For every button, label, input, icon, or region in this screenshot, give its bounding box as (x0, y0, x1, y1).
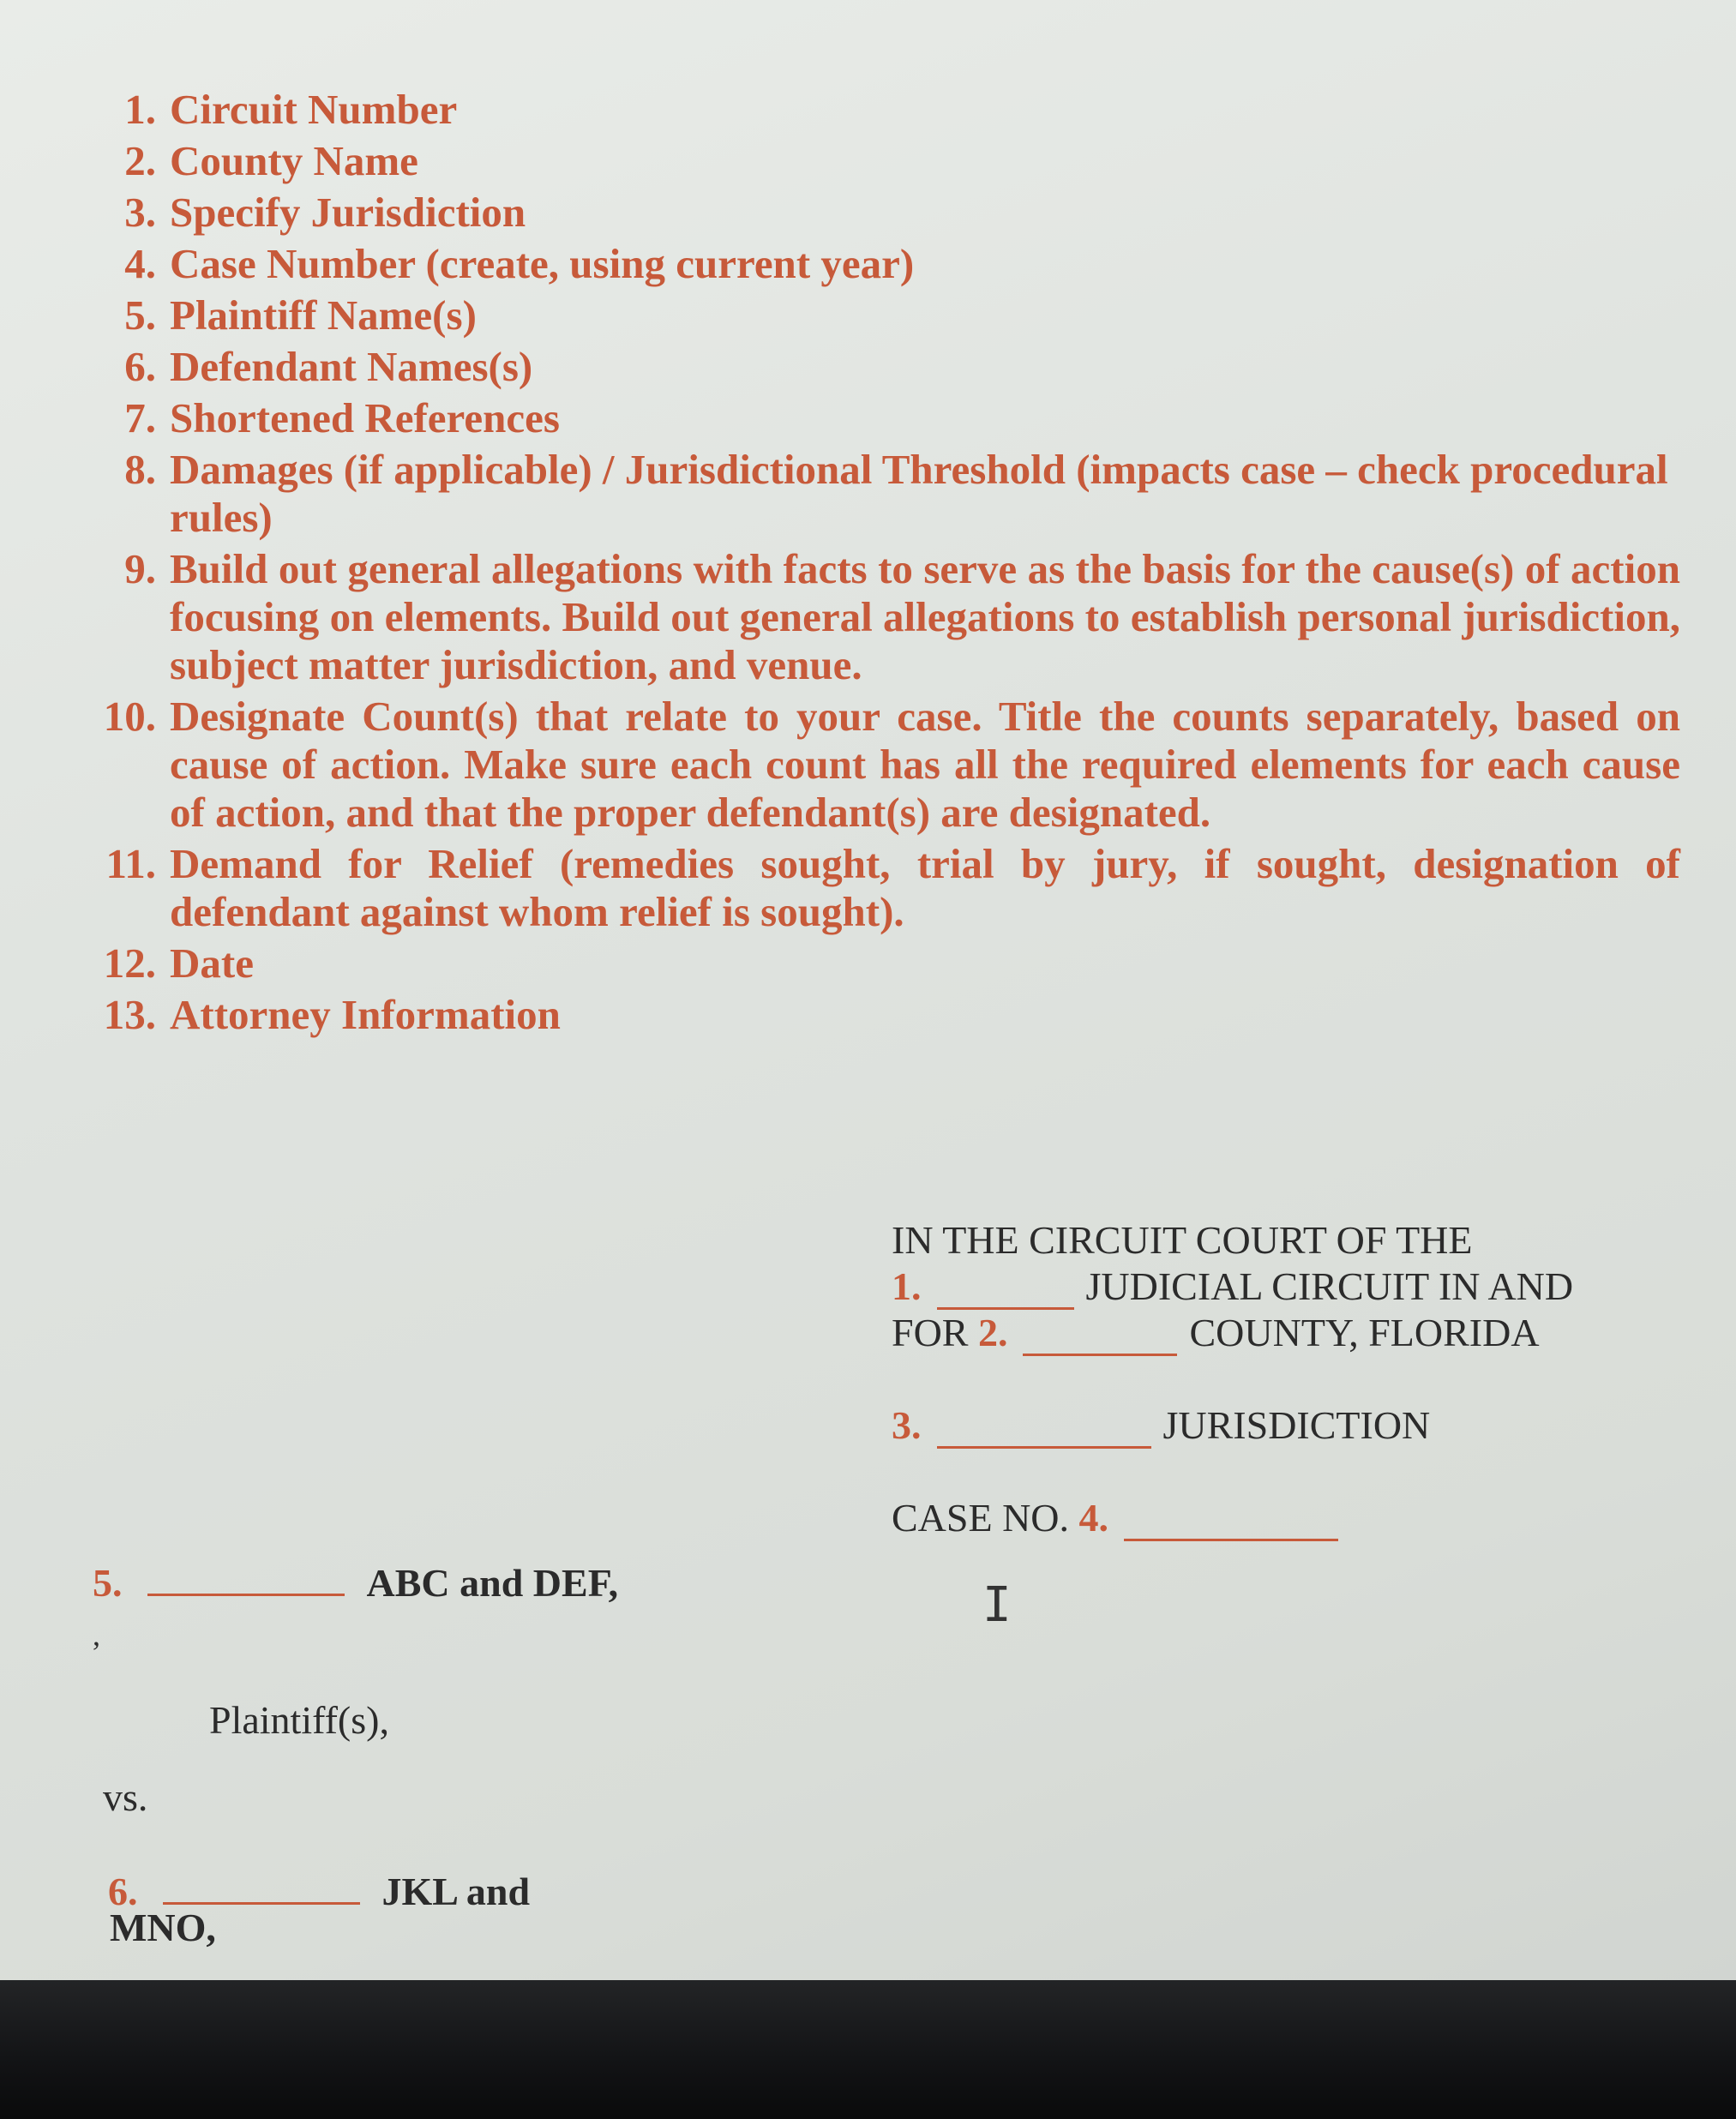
defendant-names-part2: MNO, (110, 1906, 216, 1949)
monitor-bezel (0, 1980, 1736, 2119)
item-text: Demand for Relief (remedies sought, trial by jury, if sought, designation of defendant against whom relief is sought). (170, 840, 1680, 935)
caption-spacer (892, 1449, 1612, 1495)
defendant-names-part1: JKL and (381, 1870, 531, 1913)
item-text: Damages (if applicable) / Jurisdictional Threshold (impacts case – check procedural rules) (170, 446, 1668, 541)
item-text: Plaintiff Name(s) (170, 291, 477, 339)
item-text: Specify Jurisdiction (170, 189, 526, 236)
case-number-blank[interactable] (1124, 1513, 1338, 1541)
plaintiff-name-blank[interactable] (147, 1568, 345, 1596)
caption-line-case (892, 1495, 1612, 1541)
circuit-number-marker: 1. (892, 1264, 922, 1308)
circuit-text: JUDICIAL CIRCUIT IN AND (1085, 1264, 1574, 1308)
county-number-marker: 2. (977, 1311, 1008, 1354)
item-number: 11. (105, 840, 156, 887)
item-number: 3. (124, 189, 156, 236)
item-number: 4. (124, 240, 156, 287)
item-text: Shortened References (170, 394, 560, 441)
checklist-item (86, 137, 1680, 185)
checklist-item (86, 291, 1680, 339)
for-label: FOR (892, 1311, 969, 1354)
caption-line-jurisdiction (892, 1402, 1612, 1449)
item-number: 6. (124, 343, 156, 390)
defendant-number-marker: 6. (108, 1870, 138, 1913)
plaintiff-line (93, 1560, 618, 1606)
item-text: Circuit Number (170, 86, 458, 133)
checklist-item (86, 991, 1680, 1039)
item-number: 13. (103, 991, 156, 1038)
item-number: 9. (124, 545, 156, 592)
case-no-label: CASE NO. (892, 1496, 1070, 1540)
checklist (86, 86, 1680, 1042)
circuit-number-blank[interactable] (937, 1282, 1074, 1310)
caption-line-county (892, 1310, 1612, 1356)
checklist-item (86, 446, 1680, 542)
caption-court-title: IN THE CIRCUIT COURT OF THE (892, 1218, 1473, 1262)
item-text: Designate Count(s) that relate to your case. Title the counts separately, based on cause of action. Make sure each count has all the required elements for each cause of action, and that the proper defendant(s) are designated. (170, 693, 1680, 836)
item-text: Attorney Information (170, 991, 561, 1038)
item-number: 12. (103, 939, 156, 987)
caption-spacer (892, 1356, 1612, 1402)
item-number: 7. (124, 394, 156, 441)
jurisdiction-text: JURISDICTION (1162, 1403, 1431, 1447)
item-text: County Name (170, 137, 418, 184)
plaintiff-number-marker: 5. (93, 1561, 123, 1605)
checklist-item (86, 189, 1680, 237)
plaintiff-comma: , (93, 1618, 100, 1652)
item-number: 8. (124, 446, 156, 493)
checklist-item (86, 86, 1680, 134)
checklist-item (86, 394, 1680, 442)
jurisdiction-number-marker: 3. (892, 1403, 922, 1447)
item-number: 1. (124, 86, 156, 133)
item-text: Build out general allegations with facts to serve as the basis for the cause(s) of action focusing on elements. Build out general allegations to establish personal jurisdiction, subject matter jurisdiction, and venue. (170, 545, 1680, 688)
item-text: Defendant Names(s) (170, 343, 533, 390)
caption-line-court (892, 1217, 1612, 1264)
text-cursor-icon: I (982, 1577, 1012, 1633)
checklist-item (86, 939, 1680, 987)
plaintiff-names: ABC and DEF, (366, 1561, 619, 1605)
versus-label: vs. (103, 1775, 148, 1819)
caption-line-circuit (892, 1264, 1612, 1310)
county-text: COUNTY, FLORIDA (1189, 1311, 1540, 1354)
checklist-item (86, 840, 1680, 936)
item-number: 10. (103, 693, 156, 740)
item-text: Date (170, 939, 254, 987)
county-name-blank[interactable] (1023, 1328, 1177, 1356)
checklist-item (86, 240, 1680, 288)
item-number: 2. (124, 137, 156, 184)
checklist-item (86, 693, 1680, 837)
checklist-item (86, 545, 1680, 689)
item-number: 5. (124, 291, 156, 339)
defendant-name-blank[interactable] (163, 1876, 360, 1905)
court-caption (892, 1217, 1612, 1541)
checklist-item (86, 343, 1680, 391)
plaintiff-label: Plaintiff(s), (209, 1698, 389, 1742)
item-text: Case Number (create, using current year) (170, 240, 915, 287)
case-number-marker: 4. (1078, 1496, 1109, 1540)
jurisdiction-blank[interactable] (937, 1420, 1151, 1449)
